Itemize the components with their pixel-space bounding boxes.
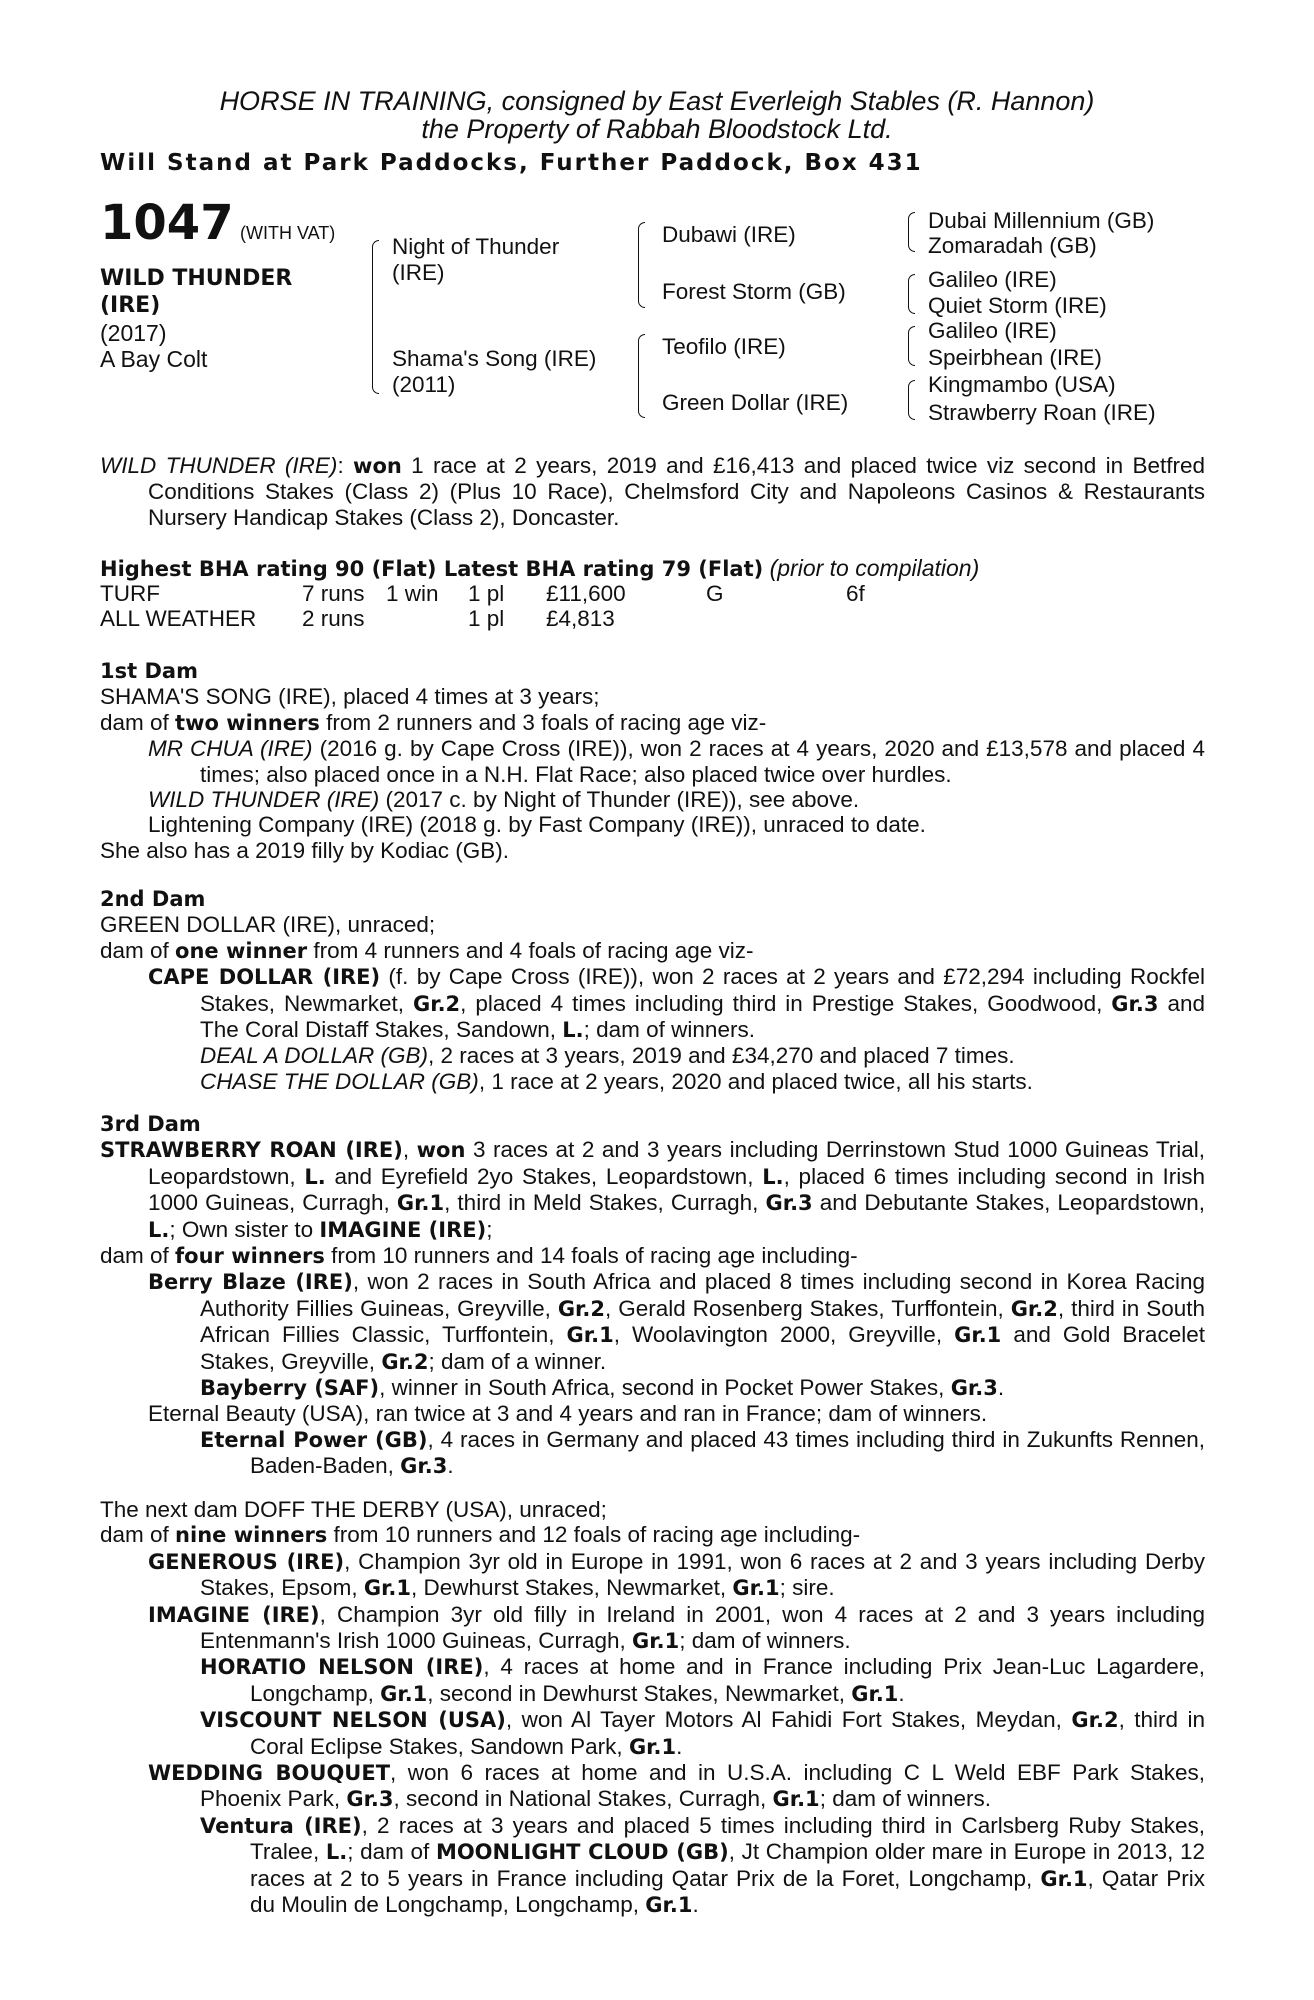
paragraph — [100, 1375, 1205, 1401]
sds: Galileo (IRE) — [928, 267, 1057, 292]
paragraph — [100, 736, 1205, 787]
paragraph — [100, 1043, 1205, 1068]
text-dam2-p2a: DEAL A DOLLAR (GB) — [200, 1043, 428, 1069]
sire-name: Night of Thunder — [392, 234, 560, 259]
text-dam2-p1e: Gr.3 — [1111, 991, 1159, 1016]
text-nextdam-g1: GENEROUS (IRE) — [148, 1549, 345, 1574]
race-record — [100, 453, 1205, 530]
pedigree-brace-ss — [908, 212, 915, 252]
text-dam3-b12: ; dam of a winner. — [428, 1348, 607, 1374]
text-dam1-p2b: (2017 c. by Night of Thunder (IRE)), see above. — [379, 787, 860, 813]
text-dam2-line1: GREEN DOLLAR (IRE), unraced; — [100, 912, 436, 938]
text-nextdam-x9: Gr.1 — [645, 1893, 693, 1918]
text-dam3-a11: Gr.3 — [765, 1191, 813, 1216]
turf-placed: 1 pl — [468, 581, 505, 606]
consignor-line: HORSE IN TRAINING, consigned by East Everleigh Stables (R. Hannon) — [219, 86, 1095, 116]
text-dam3-a6: and Eyrefield 2yo Stakes, Leopardstown, — [325, 1163, 763, 1189]
text-nextdam-i3: Gr.1 — [632, 1629, 680, 1654]
next-dam-section — [100, 1497, 1205, 1919]
dss: Galileo (IRE) — [928, 318, 1057, 343]
text-dam3-b1: Berry Blaze (IRE) — [148, 1270, 353, 1295]
sire-suffix: (IRE) — [392, 260, 445, 285]
text-nextdam-h6: . — [898, 1680, 905, 1706]
turf-going: G — [706, 581, 724, 606]
text-dam3-a12: and Debutante Stakes, Leopardstown, — [812, 1190, 1206, 1216]
paragraph — [100, 710, 1205, 736]
paragraph — [100, 1243, 1205, 1269]
foaling-year: (2017) — [100, 320, 167, 346]
paragraph — [100, 1069, 1205, 1094]
turf-label: TURF — [100, 581, 160, 606]
text-race_record-won: won — [353, 454, 402, 478]
text-dam1-heading: 1st Dam — [100, 659, 198, 683]
sire-dam: Forest Storm (GB) — [662, 279, 846, 304]
text-nextdam-h5: Gr.1 — [851, 1681, 899, 1706]
dam-dam: Green Dollar (IRE) — [662, 390, 849, 415]
pedigree-brace-sd — [908, 274, 915, 314]
text-race_record-text: 1 race at 2 years, 2019 and £16,413 and placed twice viz second in Betfred Conditions Stakes (Class 2) (Plus 10 Race), Chelmsford City and Napoleons Casinos & Restaurants Nursery Handicap Stakes (Class 2), Doncaster. — [148, 453, 1205, 530]
text-ratings-note: (prior to compilation) — [763, 555, 980, 581]
text-dam2-p1d: , placed 4 times including third in Prestige Stakes, Goodwood, — [460, 990, 1112, 1016]
paragraph — [100, 1522, 1205, 1548]
text-dam2-l2b: one winner — [175, 938, 308, 963]
third-dam-section — [100, 1112, 1205, 1480]
text-nextdam-line1: The next dam DOFF THE DERBY (USA), unraced; — [100, 1497, 607, 1522]
text-dam3-e3: Gr.3 — [400, 1454, 448, 1479]
sdd: Quiet Storm (IRE) — [928, 293, 1107, 318]
horse-description: A Bay Colt — [100, 346, 208, 372]
lot-number: 1047 — [100, 195, 234, 251]
paragraph — [100, 938, 1205, 964]
text-nextdam-l2c: from 10 runners and 12 foals of racing age including- — [327, 1522, 861, 1548]
dsd: Speirbhean (IRE) — [928, 345, 1102, 370]
text-dam1-p1b: (2016 g. by Cape Cross (IRE)), won 2 races at 4 years, 2020 and £13,578 and placed 4 times; also placed once in a N.H. Flat Race; also placed twice over hurdles. — [200, 736, 1205, 787]
text-dam2-p3a: CHASE THE DOLLAR (GB) — [200, 1068, 479, 1094]
text-nextdam-l2b: nine winners — [175, 1523, 328, 1548]
text-dam3-a13: L. — [148, 1217, 170, 1242]
text-dam2-p2b: , 2 races at 3 years, 2019 and £34,270 and placed 7 times. — [428, 1043, 1015, 1069]
text-dam3-b9: Gr.1 — [954, 1323, 1002, 1348]
text-dam3-d1: Eternal Beauty (USA), ran twice at 3 and 4 years and ran in France; dam of winners. — [148, 1401, 988, 1427]
text-dam3-a4: 3 races at 2 and 3 years including Derrinstown Stud 1000 Guineas Trial, Leopardstown, — [148, 1137, 1205, 1189]
text-race_record-colon: : — [337, 453, 354, 478]
text-nextdam-w6: ; dam of winners. — [819, 1786, 992, 1812]
turf-wins: 1 win — [386, 581, 439, 606]
pedigree-brace-sire — [638, 222, 645, 308]
text-nextdam-x4: ; dam of — [347, 1839, 436, 1865]
text-nextdam-x7: Gr.1 — [1040, 1866, 1088, 1891]
text-dam3-a14: ; Own sister to — [169, 1216, 320, 1242]
turf-prize: £11,600 — [546, 581, 626, 606]
text-nextdam-h1: HORATIO NELSON (IRE) — [200, 1655, 484, 1680]
text-nextdam-v4: , third in Coral Eclipse Stakes, Sandown Park, — [250, 1707, 1205, 1759]
text-dam2-p1h: ; dam of winners. — [583, 1017, 755, 1043]
ssd: Zomaradah (GB) — [928, 233, 1097, 258]
text-nextdam-i1: IMAGINE (IRE) — [148, 1602, 320, 1627]
text-dam3-l2c: from 10 runners and 14 foals of racing age including- — [324, 1243, 858, 1269]
text-dam3-e2: , 4 races in Germany and placed 43 times including third in Zukunfts Rennen, Baden-Baden, — [250, 1426, 1205, 1479]
turf-runs: 7 runs — [302, 581, 365, 606]
sire-sire: Dubawi (IRE) — [662, 222, 796, 247]
text-nextdam-g5: Gr.1 — [732, 1576, 780, 1601]
paragraph — [100, 1427, 1205, 1480]
text-dam3-b2: , won 2 races in South Africa and placed 8 times including second in Korea Racing Authority Fillies Guineas, Greyville, — [200, 1269, 1205, 1321]
text-nextdam-v1: VISCOUNT NELSON (USA) — [200, 1708, 506, 1733]
text-dam3-b10: and Gold Bracelet Stakes, Greyville, — [200, 1322, 1205, 1374]
dds: Kingmambo (USA) — [928, 372, 1116, 397]
text-nextdam-x5: MOONLIGHT CLOUD (GB) — [435, 1840, 729, 1865]
venue-line: Will Stand at Park Paddocks, Further Paddock, Box 431 — [100, 150, 923, 176]
text-nextdam-v5: Gr.1 — [628, 1734, 677, 1759]
text-dam1-p4: She also has a 2019 filly by Kodiac (GB). — [100, 837, 509, 863]
text-dam1-l2a: dam of — [100, 709, 176, 735]
text-dam3-l2b: four winners — [175, 1244, 325, 1269]
text-dam3-a2: , — [402, 1137, 417, 1163]
text-dam3-b6: , third in South African Fillies Classic, Turffontein, — [200, 1295, 1205, 1348]
ratings-heading — [100, 555, 979, 582]
text-dam3-a7: L. — [762, 1164, 784, 1189]
paragraph — [100, 1813, 1205, 1919]
turf-distance: 6f — [846, 581, 865, 606]
text-dam3-c3: Gr.3 — [950, 1376, 998, 1401]
text-dam3-b3: Gr.2 — [557, 1296, 606, 1321]
text-dam3-a5: L. — [304, 1164, 326, 1189]
vat-note: (WITH VAT) — [239, 223, 336, 243]
text-dam3-b4: , Gerald Rosenberg Stakes, Turffontein, — [605, 1295, 1011, 1321]
text-dam3-c1: Bayberry (SAF) — [200, 1376, 380, 1401]
text-nextdam-h2: , 4 races at home and in France including Prix Jean-Luc Lagardere, Longchamp, — [250, 1654, 1205, 1706]
dam-sire: Teofilo (IRE) — [662, 334, 786, 359]
paragraph — [100, 1654, 1205, 1707]
text-nextdam-w1: WEDDING BOUQUET — [148, 1761, 391, 1786]
text-ratings-heading: Highest BHA rating 90 (Flat) Latest BHA rating 79 (Flat) — [100, 557, 764, 581]
text-nextdam-g4: , Dewhurst Stakes, Newmarket, — [411, 1575, 733, 1601]
paragraph — [100, 1760, 1205, 1813]
property-line: the Property of Rabbah Bloodstock Ltd. — [421, 114, 893, 144]
text-nextdam-v6: . — [676, 1733, 683, 1759]
text-dam3-c2: , winner in South Africa, second in Pocket Power Stakes, — [379, 1375, 951, 1401]
text-dam2-p3b: , 1 race at 2 years, 2020 and placed twice, all his starts. — [478, 1068, 1033, 1094]
text-dam3-a15: IMAGINE (IRE) — [319, 1217, 487, 1242]
text-dam3-a10: , third in Meld Stakes, Curragh, — [444, 1190, 766, 1216]
text-nextdam-x10: . — [692, 1892, 699, 1918]
pedigree-brace-dam — [638, 334, 645, 418]
text-dam2-p1a: CAPE DOLLAR (IRE) — [148, 965, 381, 990]
text-dam3-heading: 3rd Dam — [100, 1112, 201, 1136]
text-nextdam-x6: , Jt Champion older mare in Europe in 2013, 12 races at 2 to 5 years in France including Qatar Prix de la Foret, Longchamp, — [250, 1839, 1206, 1891]
text-nextdam-x1: Ventura (IRE) — [200, 1813, 362, 1838]
text-dam2-l2c: from 4 runners and 4 foals of racing age viz- — [307, 937, 754, 963]
text-nextdam-i4: ; dam of winners. — [679, 1628, 851, 1654]
paragraph — [100, 964, 1205, 1043]
text-dam3-e1: Eternal Power (GB) — [200, 1427, 428, 1452]
text-dam1-l2c: from 2 runners and 3 foals of racing age viz- — [319, 709, 767, 735]
text-nextdam-h3: Gr.1 — [380, 1681, 428, 1706]
text-nextdam-g2: , Champion 3yr old in Europe in 1991, won 6 races at 2 and 3 years including Derby Stakes, Epsom, — [200, 1548, 1205, 1601]
text-nextdam-v3: Gr.2 — [1071, 1708, 1119, 1733]
pedigree-brace-dd — [908, 380, 915, 420]
text-nextdam-w4: , second in National Stakes, Curragh, — [393, 1786, 773, 1812]
aw-prize: £4,813 — [546, 606, 615, 631]
text-dam2-p1b: (f. by Cape Cross (IRE)), won 2 races at 2 years and £72,294 including Rockfel Stakes, Newmarket, — [200, 964, 1205, 1016]
text-dam2-l2a: dam of — [100, 937, 176, 963]
aw-runs: 2 runs — [302, 606, 365, 631]
text-dam3-e4: . — [447, 1453, 454, 1479]
dam-year: (2011) — [392, 372, 456, 397]
text-dam2-p1c: Gr.2 — [412, 991, 461, 1016]
paragraph — [100, 1269, 1205, 1375]
text-nextdam-x8: , Qatar Prix du Moulin de Longchamp, Longchamp, — [250, 1865, 1205, 1918]
text-dam3-a1: STRAWBERRY ROAN (IRE) — [100, 1138, 403, 1163]
text-dam3-b5: Gr.2 — [1010, 1296, 1058, 1321]
horse-name: WILD THUNDER — [100, 266, 293, 291]
text-dam3-b8: , Woolavington 2000, Greyville, — [613, 1322, 955, 1348]
paragraph — [100, 1707, 1205, 1760]
pedigree-brace-main — [372, 240, 379, 394]
ddd: Strawberry Roan (IRE) — [928, 400, 1156, 425]
lot-number-line — [100, 195, 336, 251]
text-nextdam-l2a: dam of — [100, 1522, 176, 1548]
text-nextdam-i2: , Champion 3yr old filly in Ireland in 2001, won 4 races at 2 and 3 years including Entenmann's Irish 1000 Guineas, Curragh, — [200, 1601, 1205, 1654]
text-nextdam-g3: Gr.1 — [363, 1576, 412, 1601]
text-race_record-name: WILD THUNDER (IRE) — [100, 453, 338, 478]
text-dam1-p2a: WILD THUNDER (IRE) — [148, 787, 380, 813]
text-dam2-p1g: L. — [562, 1018, 584, 1043]
aw-placed: 1 pl — [468, 606, 505, 631]
text-dam1-p3: Lightening Company (IRE) (2018 g. by Fast Company (IRE)), unraced to date. — [148, 812, 926, 838]
paragraph — [100, 1137, 1205, 1243]
text-dam3-a8: , placed 6 times including second in Irish 1000 Guineas, Curragh, — [148, 1163, 1205, 1216]
sss: Dubai Millennium (GB) — [928, 208, 1155, 233]
text-nextdam-g6: ; sire. — [779, 1575, 835, 1601]
horse-suffix: (IRE) — [100, 293, 161, 318]
text-nextdam-w3: Gr.3 — [346, 1787, 394, 1812]
text-dam1-p1a: MR CHUA (IRE) — [148, 736, 313, 762]
text-nextdam-v2: , won Al Tayer Motors Al Fahidi Fort Stakes, Meydan, — [505, 1707, 1072, 1733]
text-dam3-c4: . — [997, 1375, 1005, 1401]
text-nextdam-w5: Gr.1 — [772, 1787, 820, 1812]
second-dam-section — [100, 887, 1205, 1094]
text-dam2-heading: 2nd Dam — [100, 887, 206, 911]
text-dam1-line1: SHAMA'S SONG (IRE), placed 4 times at 3 years; — [100, 684, 600, 710]
pedigree-brace-ds — [908, 326, 915, 366]
dam-name: Shama's Song (IRE) — [392, 346, 597, 371]
text-dam3-a16: ; — [486, 1216, 493, 1242]
text-dam3-a3: won — [416, 1138, 466, 1163]
text-nextdam-x2: , 2 races at 3 years and placed 5 times including third in Carlsberg Ruby Stakes, Tralee, — [250, 1812, 1205, 1865]
aw-label: ALL WEATHER — [100, 606, 257, 631]
text-dam3-b7: Gr.1 — [566, 1323, 614, 1348]
text-nextdam-h4: , second in Dewhurst Stakes, Newmarket, — [427, 1680, 852, 1706]
text-dam3-b11: Gr.2 — [381, 1349, 429, 1374]
paragraph — [100, 787, 1205, 812]
paragraph — [100, 1602, 1205, 1655]
text-nextdam-x3: L. — [325, 1840, 348, 1865]
first-dam-section — [100, 659, 1205, 863]
paragraph — [100, 1549, 1205, 1602]
text-dam3-l2a: dam of — [100, 1243, 176, 1269]
text-nextdam-w2: , won 6 races at home and in U.S.A. including C L Weld EBF Park Stakes, Phoenix Park, — [200, 1760, 1206, 1812]
text-dam2-p1f: and The Coral Distaff Stakes, Sandown, — [200, 990, 1205, 1043]
text-dam1-l2b: two winners — [175, 710, 320, 735]
text-dam3-a9: Gr.1 — [396, 1191, 445, 1216]
